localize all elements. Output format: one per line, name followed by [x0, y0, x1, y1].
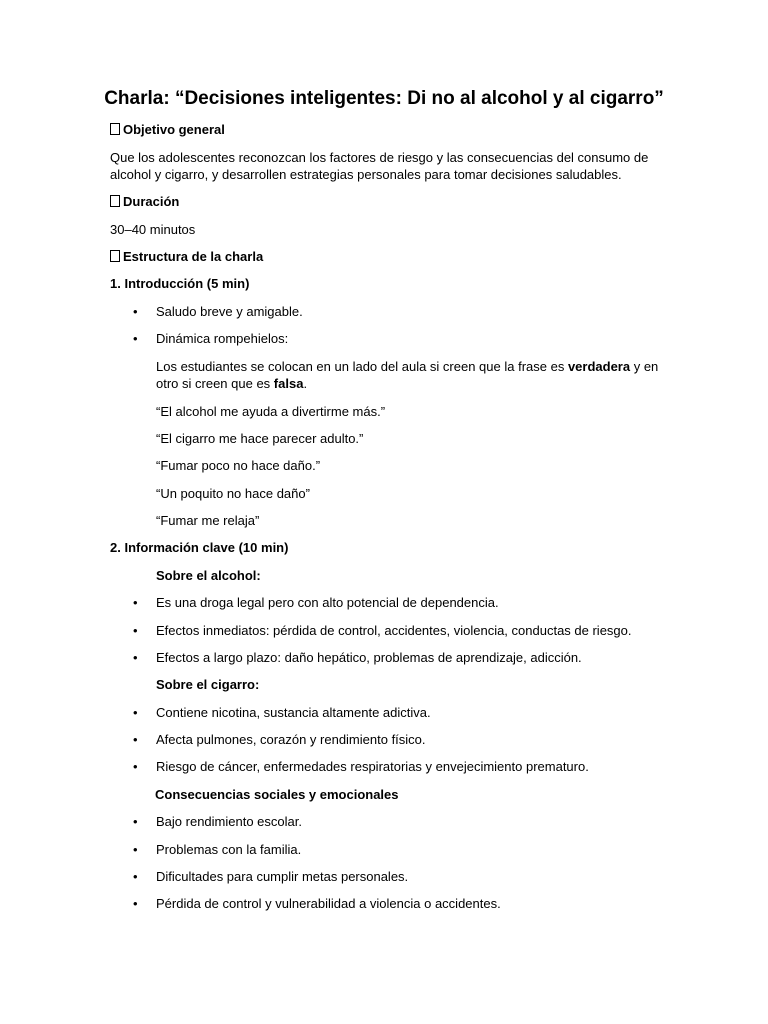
list-item: Saludo breve y amigable. — [156, 304, 303, 319]
bullet-icon: • — [133, 759, 138, 774]
list-item: Efectos inmediatos: pérdida de control, accidentes, violencia, conductas de riesgo. — [156, 623, 632, 638]
duracion-value: 30–40 minutos — [110, 222, 196, 237]
document-title: Charla: “Decisiones inteligentes: Di no al alcohol y al cigarro” — [104, 88, 664, 109]
cigarro-subheading: Sobre el cigarro: — [156, 677, 260, 692]
dinamica-description-line2: otro si creen que es falsa. — [156, 376, 308, 391]
bullet-icon: • — [133, 595, 138, 610]
bullet-icon: • — [133, 842, 138, 857]
estructura-heading: Estructura de la charla — [110, 248, 263, 266]
missing-glyph-icon — [110, 195, 120, 207]
bullet-icon: • — [133, 705, 138, 720]
bullet-icon: • — [133, 304, 138, 319]
dinamica-phrase: “Fumar me relaja” — [156, 513, 260, 528]
bullet-icon: • — [133, 623, 138, 638]
dinamica-phrase: “Un poquito no hace daño” — [156, 486, 310, 501]
list-item: Efectos a largo plazo: daño hepático, problemas de aprendizaje, adicción. — [156, 650, 582, 665]
list-item: Contiene nicotina, sustancia altamente adictiva. — [156, 705, 431, 720]
dinamica-phrase: “El alcohol me ayuda a divertirme más.” — [156, 404, 386, 419]
dinamica-phrase: “Fumar poco no hace daño.” — [156, 458, 321, 473]
list-item: Riesgo de cáncer, enfermedades respiratorias y envejecimiento prematuro. — [156, 759, 589, 774]
bullet-icon: • — [133, 896, 138, 911]
info-heading: 2. Información clave (10 min) — [110, 540, 289, 555]
objetivo-heading: Objetivo general — [110, 121, 225, 139]
dinamica-phrase: “El cigarro me hace parecer adulto.” — [156, 431, 364, 446]
bullet-icon: • — [133, 732, 138, 747]
missing-glyph-icon — [110, 123, 120, 135]
intro-heading: 1. Introducción (5 min) — [110, 276, 250, 291]
bullet-icon: • — [133, 331, 138, 346]
list-item: Pérdida de control y vulnerabilidad a violencia o accidentes. — [156, 896, 501, 911]
objetivo-text-line2: alcohol y cigarro, y desarrollen estrategias personales para tomar decisiones saludables. — [110, 167, 622, 182]
consecuencias-subheading: Consecuencias sociales y emocionales — [155, 787, 399, 802]
list-item: Dificultades para cumplir metas personales. — [156, 869, 409, 884]
list-item: Dinámica rompehielos: — [156, 331, 289, 346]
alcohol-subheading: Sobre el alcohol: — [156, 568, 261, 583]
duracion-heading: Duración — [110, 193, 179, 211]
list-item: Bajo rendimiento escolar. — [156, 814, 302, 829]
objetivo-text-line1: Que los adolescentes reconozcan los factores de riesgo y las consecuencias del consumo de — [110, 150, 649, 165]
bullet-icon: • — [133, 814, 138, 829]
list-item: Es una droga legal pero con alto potencial de dependencia. — [156, 595, 499, 610]
bullet-icon: • — [133, 869, 138, 884]
dinamica-description-line1: Los estudiantes se colocan en un lado del aula si creen que la frase es verdadera y en — [156, 359, 659, 374]
list-item: Afecta pulmones, corazón y rendimiento físico. — [156, 732, 426, 747]
list-item: Problemas con la familia. — [156, 842, 302, 857]
missing-glyph-icon — [110, 250, 120, 262]
bullet-icon: • — [133, 650, 138, 665]
